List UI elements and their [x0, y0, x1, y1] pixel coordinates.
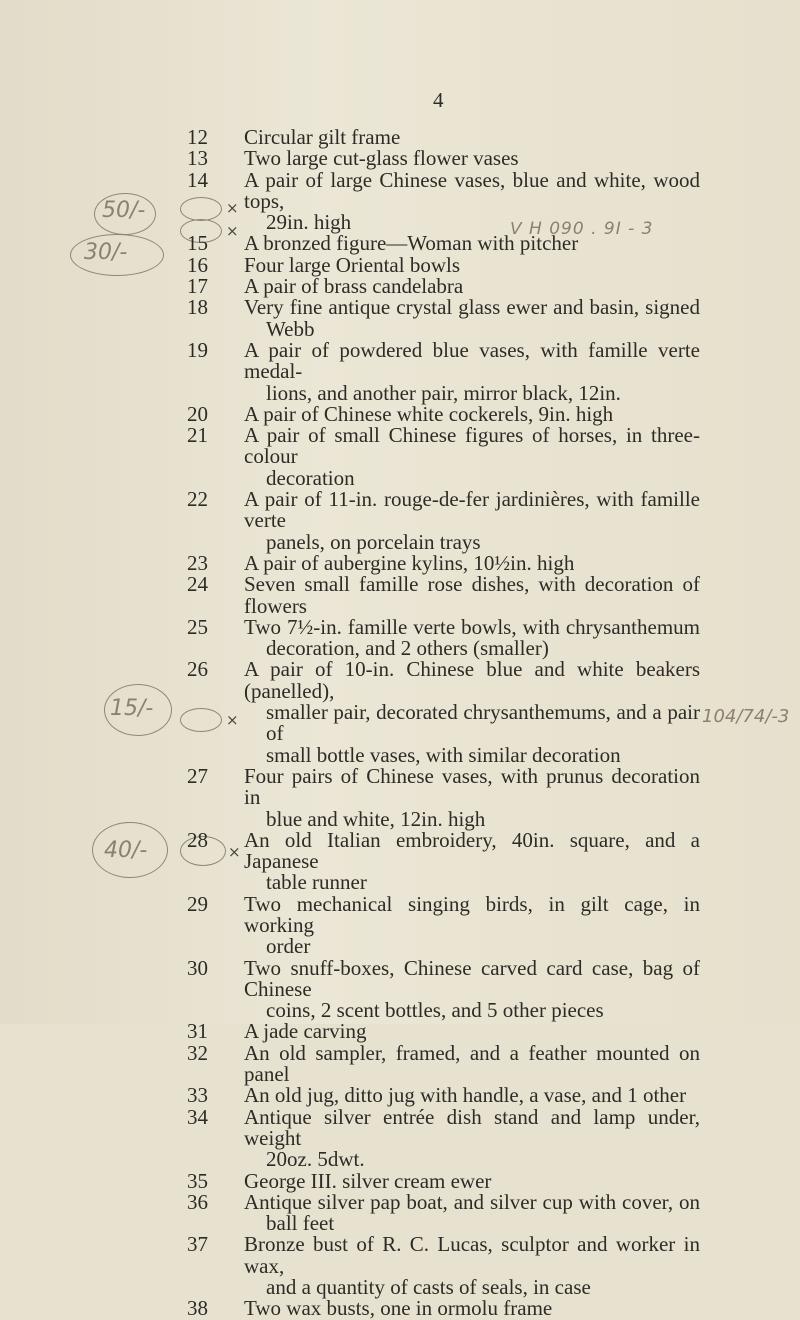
lot-description	[244, 1040, 700, 1087]
lot-description-line: Two mechanical singing birds, in gilt cage, in working	[244, 891, 700, 937]
lot-entry	[0, 763, 800, 831]
lot-entry	[0, 337, 800, 405]
lot-number: 34	[187, 1104, 208, 1129]
lot-description	[244, 891, 700, 959]
cross-mark-16: ×	[226, 222, 239, 240]
lot-number: 14	[187, 167, 208, 192]
lot-description-line: Seven small famille rose dishes, with decoration of flowers	[244, 572, 700, 618]
lot-number: 20	[187, 401, 208, 426]
lot-description-line: A pair of small Chinese figures of horses, in three-colour	[244, 423, 700, 469]
lot-description	[244, 297, 700, 340]
lot-description	[244, 1021, 700, 1042]
lot-description-line: Two wax busts, one in ormolu frame	[244, 1296, 553, 1320]
handwritten-note-16: ᐯ H 090 . 9I - 3	[510, 219, 654, 239]
lot-description	[244, 614, 700, 661]
lot-number: 19	[187, 337, 208, 362]
lot-number: 26	[187, 657, 208, 682]
lot-description	[244, 1234, 700, 1298]
lot-description-line: table runner	[266, 870, 367, 895]
lot-number: 16	[187, 252, 208, 277]
lot-number: 21	[187, 423, 208, 448]
lot-description	[244, 1189, 700, 1236]
lot-description	[244, 1298, 700, 1319]
handwritten-price-37: 40/-	[104, 838, 148, 863]
handwritten-note-32: 104/74/-3	[702, 706, 790, 727]
cross-mark-37: ×	[228, 843, 241, 861]
lot-description-line: ball feet	[266, 1211, 335, 1236]
lot-description-line: Webb	[266, 316, 315, 341]
lot-description-line: lions, and another pair, mirror black, 12in.	[266, 380, 621, 405]
lot-description-line: Two snuff-boxes, Chinese carved card case, bag of Chinese	[244, 955, 700, 1001]
lot-number: 27	[187, 763, 208, 788]
lot-entry	[0, 1104, 800, 1172]
lot-number: 17	[187, 274, 208, 299]
lot-description-line: A pair of brass candelabra	[244, 274, 464, 299]
lot-description-line: George III. silver cream ewer	[244, 1168, 492, 1193]
lot-description	[244, 1104, 700, 1172]
lot-description-line: A jade carving	[244, 1019, 367, 1044]
lot-description-line: Bronze bust of R. C. Lucas, sculptor and worker in wax,	[244, 1232, 700, 1278]
lot-number: 38	[187, 1296, 208, 1320]
lot-number: 28	[187, 827, 208, 852]
lot-description	[244, 252, 700, 277]
cross-mark-32: ×	[226, 711, 239, 729]
lot-number: 29	[187, 891, 208, 916]
lot-number: 12	[187, 125, 208, 149]
lot-description	[244, 574, 700, 617]
lot-description	[244, 425, 700, 489]
lot-number: 15	[187, 231, 208, 256]
lot-entry	[0, 1189, 800, 1236]
lot-entry	[0, 1168, 800, 1193]
page-number: 4	[433, 88, 444, 112]
lot-description	[244, 955, 700, 1023]
lot-description	[244, 550, 700, 575]
lot-description-line: Four pairs of Chinese vases, with prunus decoration in	[244, 763, 700, 810]
lot-description-line: Very fine antique crystal glass ewer and basin, signed	[244, 295, 700, 320]
lot-description-line: An old jug, ditto jug with handle, a vase, and 1 other	[244, 1083, 687, 1108]
lot-entry	[0, 827, 800, 895]
lot-description	[244, 763, 700, 831]
lot-description-line: A pair of Chinese white cockerels, 9in. high	[244, 401, 614, 426]
lot-description-line: smaller pair, decorated chrysanthemums, and a pair of	[266, 700, 700, 746]
lot-description	[244, 167, 700, 235]
lot-entry	[0, 1234, 800, 1298]
lot-entry	[0, 167, 800, 235]
lot-description	[244, 127, 700, 148]
lot-description-line: Two large cut-glass flower vases	[244, 146, 519, 171]
lot-description-line: Four large Oriental bowls	[244, 252, 460, 277]
lot-description	[244, 148, 700, 169]
lot-entry	[0, 148, 800, 169]
lot-description-line: A pair of 10-in. Chinese blue and white beakers (panelled),	[244, 657, 700, 703]
cross-mark-15: ×	[226, 199, 239, 217]
lot-description-line: Antique silver pap boat, and silver cup with cover, on	[244, 1189, 700, 1214]
lot-description-line: blue and white, 12in. high	[266, 806, 486, 831]
lot-description	[244, 276, 700, 297]
lot-description-line: 20oz. 5dwt.	[266, 1147, 365, 1172]
lot-description	[244, 233, 700, 254]
lot-description-line: and a quantity of casts of seals, in case	[266, 1275, 591, 1300]
lot-number: 23	[187, 550, 208, 575]
lot-entry	[0, 659, 800, 765]
lot-number: 37	[187, 1232, 208, 1257]
lot-description-line: 29in. high	[266, 210, 352, 235]
lot-entry	[0, 1085, 800, 1106]
handwritten-price-15: 50/-	[102, 198, 146, 223]
lot-description-line: decoration, and 2 others (smaller)	[266, 636, 549, 661]
lot-description	[244, 1085, 700, 1106]
handwritten-price-17: 30/-	[84, 240, 128, 265]
lot-description	[244, 489, 700, 553]
lot-list	[0, 127, 800, 1320]
lot-entry	[0, 955, 800, 1023]
lot-number: 33	[187, 1083, 208, 1108]
lot-description	[244, 1168, 700, 1193]
lot-entry	[0, 891, 800, 959]
lot-number: 31	[187, 1019, 208, 1044]
lot-description-line: A pair of 11-in. rouge-de-fer jardinières, with famille verte	[244, 487, 700, 533]
lot-entry	[0, 127, 800, 148]
lot-description-line: A pair of aubergine kylins, 10½in. high	[244, 550, 575, 575]
lot-description	[244, 337, 700, 405]
lot-entry	[0, 1298, 800, 1319]
lot-entry	[0, 489, 800, 553]
lot-entry	[0, 1040, 800, 1087]
lot-number: 36	[187, 1189, 208, 1214]
handwritten-price-32: 15/-	[110, 696, 154, 721]
lot-description-line: panels, on porcelain trays	[266, 529, 481, 554]
lot-description-line: small bottle vases, with similar decoration	[266, 742, 621, 767]
lot-entry	[0, 425, 800, 489]
lot-description	[244, 659, 700, 765]
lot-description-line: A bronzed figure—Woman with pitcher	[244, 231, 579, 256]
lot-description-line: decoration	[266, 465, 355, 490]
lot-description	[244, 401, 700, 426]
lot-entry	[0, 574, 800, 617]
lot-entry	[0, 614, 800, 661]
lot-entry	[0, 276, 800, 297]
lot-description-line: A pair of powdered blue vases, with famille verte medal-	[244, 337, 700, 384]
lot-entry	[0, 297, 800, 340]
lot-entry	[0, 550, 800, 575]
lot-description-line: coins, 2 scent bottles, and 5 other pieces	[266, 998, 604, 1023]
lot-number: 25	[187, 614, 208, 639]
lot-description-line: Circular gilt frame	[244, 125, 401, 149]
lot-number: 35	[187, 1168, 208, 1193]
lot-description-line: An old Italian embroidery, 40in. square, and a Japanese	[244, 827, 700, 874]
lot-number: 13	[187, 146, 208, 171]
lot-description-line: Two 7½-in. famille verte bowls, with chrysanthemum	[244, 614, 700, 639]
lot-description-line: order	[266, 934, 311, 959]
lot-entry	[0, 1021, 800, 1042]
lot-description-line: An old sampler, framed, and a feather mounted on panel	[244, 1040, 700, 1087]
lot-number: 18	[187, 295, 208, 320]
lot-description	[244, 827, 700, 895]
lot-description-line: A pair of large Chinese vases, blue and white, wood tops,	[244, 167, 700, 213]
lot-number: 32	[187, 1040, 208, 1065]
lot-number: 22	[187, 487, 208, 512]
lot-entry	[0, 401, 800, 426]
lot-number: 24	[187, 572, 208, 597]
lot-number: 30	[187, 955, 208, 980]
lot-description-line: Antique silver entrée dish stand and lamp under, weight	[244, 1104, 700, 1150]
lot-entry	[0, 233, 800, 254]
